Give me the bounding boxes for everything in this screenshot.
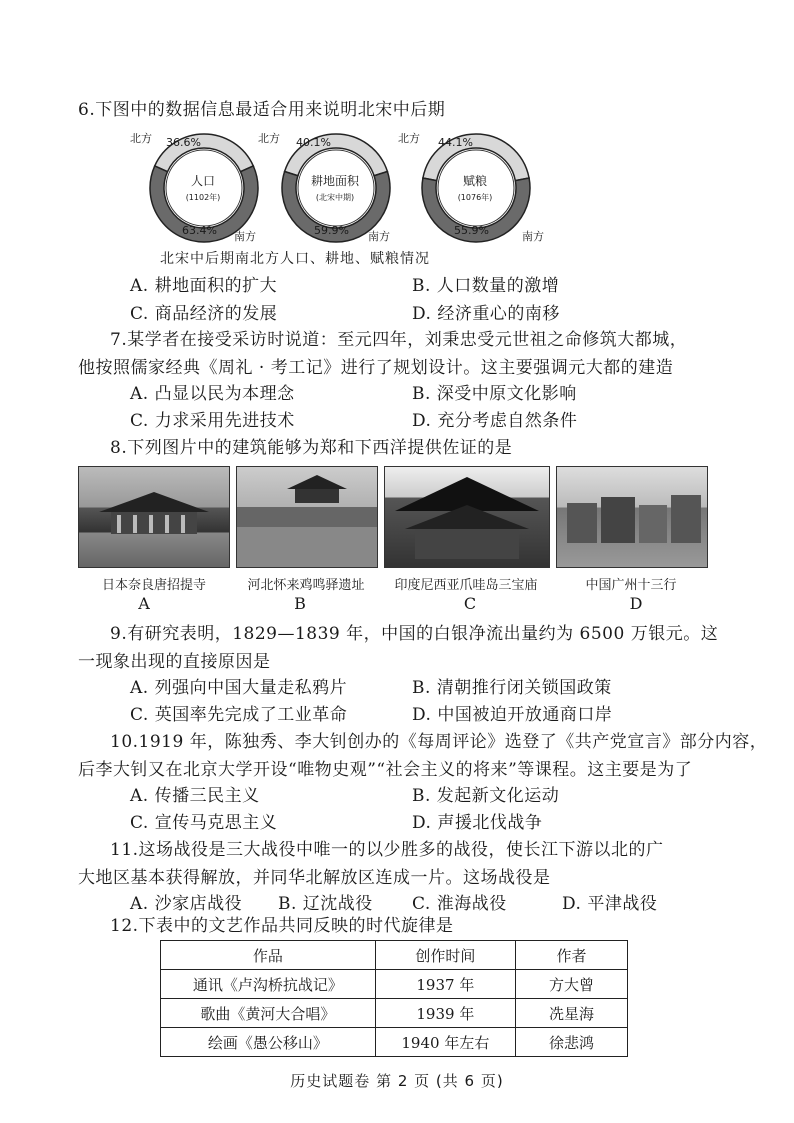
photo-caption-a: 日本奈良唐招提寺 <box>101 578 206 593</box>
temple-roof-illustration <box>385 467 549 567</box>
q10-option-a[interactable]: A. 传播三民主义 <box>130 786 260 806</box>
photo-sam-poo-kong <box>384 466 550 568</box>
donut-chart-grain-tax <box>396 128 566 246</box>
q7-option-b[interactable]: B. 深受中原文化影响 <box>412 384 577 404</box>
street-illustration <box>557 467 707 567</box>
north-label: 北方 <box>398 132 420 145</box>
north-pct: 44.1% <box>438 136 473 149</box>
q9-option-b[interactable]: B. 清朝推行闭关锁国政策 <box>412 678 612 698</box>
photo-toshodaiji <box>78 466 230 568</box>
south-pct: 59.9% <box>314 224 349 237</box>
chart-sub: (1102年) <box>185 193 221 202</box>
q8-stem: 8.下列图片中的建筑能够为郑和下西洋提供佐证的是 <box>110 438 513 458</box>
table-cell: 歌曲《黄河大合唱》 <box>161 999 376 1028</box>
q11-option-a[interactable]: A. 沙家店战役 <box>130 894 243 914</box>
q6-option-b[interactable]: B. 人口数量的激增 <box>412 276 560 296</box>
q11-option-b[interactable]: B. 辽沈战役 <box>278 894 373 914</box>
photo-letter-c[interactable]: C <box>463 594 477 613</box>
q10-option-b[interactable]: B. 发起新文化运动 <box>412 786 560 806</box>
q11-line1: 11.这场战役是三大战役中唯一的以少胜多的战役，使长江下游以北的广 <box>110 840 664 860</box>
q7-line1: 7.某学者在接受采访时说道：至元四年，刘秉忠受元世祖之命修筑大都城， <box>110 330 688 350</box>
north-label: 北方 <box>258 132 280 145</box>
q11-option-c[interactable]: C. 淮海战役 <box>412 894 507 914</box>
south-label: 南方 <box>368 230 390 243</box>
photo-thirteen-hongs <box>556 466 708 568</box>
photo-caption-b: 河北怀来鸡鸣驿遗址 <box>247 578 365 593</box>
q6-option-d[interactable]: D. 经济重心的南移 <box>412 304 560 324</box>
chart-title: 耕地面积 <box>310 174 359 188</box>
north-pct: 36.6% <box>166 136 201 149</box>
table-cell: 绘画《愚公移山》 <box>161 1028 376 1057</box>
chart-sub: (1076年) <box>457 193 493 202</box>
table-cell: 1939 年 <box>375 999 515 1028</box>
q6-option-a[interactable]: A. 耕地面积的扩大 <box>130 276 278 296</box>
south-pct: 55.9% <box>454 224 489 237</box>
q6-stem: 6.下图中的数据信息最适合用来说明北宋中后期 <box>78 100 446 120</box>
q9-line1: 9.有研究表明，1829—1839 年，中国的白银净流出量约为 6500 万银元。这 <box>110 624 719 644</box>
header-time: 创作时间 <box>375 941 515 970</box>
south-label: 南方 <box>234 230 256 243</box>
header-work: 作品 <box>161 941 376 970</box>
photo-letter-a[interactable]: A <box>138 594 150 613</box>
table-cell: 通讯《卢沟桥抗战记》 <box>161 970 376 999</box>
chart-sub: (北宋中期) <box>315 193 355 202</box>
q7-option-c[interactable]: C. 力求采用先进技术 <box>130 411 295 431</box>
table-cell: 冼星海 <box>515 999 627 1028</box>
table-row <box>161 1028 628 1057</box>
q9-option-a[interactable]: A. 列强向中国大量走私鸦片 <box>130 678 348 698</box>
page-footer: 历史试题卷 第 2 页 (共 6 页) <box>290 1072 504 1090</box>
artworks-table <box>160 940 628 1057</box>
south-pct: 63.4% <box>182 224 217 237</box>
q9-line2: 一现象出现的直接原因是 <box>78 652 271 672</box>
table-cell: 1937 年 <box>375 970 515 999</box>
q10-line1: 10.1919 年，陈独秀、李大钊创办的《每周评论》选登了《共产党宣言》部分内容， <box>110 732 768 752</box>
q9-option-d[interactable]: D. 中国被迫开放通商口岸 <box>412 705 613 725</box>
q10-option-c[interactable]: C. 宣传马克思主义 <box>130 813 278 833</box>
north-pct: 40.1% <box>296 136 331 149</box>
q10-option-d[interactable]: D. 声援北伐战争 <box>412 813 543 833</box>
q11-option-d[interactable]: D. 平津战役 <box>562 894 658 914</box>
q12-stem: 12.下表中的文艺作品共同反映的时代旋律是 <box>110 916 454 936</box>
q10-line2: 后李大钊又在北京大学开设“唯物史观”“社会主义的将来”等课程。这主要是为了 <box>78 760 693 780</box>
q7-option-d[interactable]: D. 充分考虑自然条件 <box>412 411 578 431</box>
photo-caption-c: 印度尼西亚爪哇岛三宝庙 <box>394 578 538 593</box>
photo-letter-d[interactable]: D <box>629 594 643 613</box>
header-author: 作者 <box>515 941 627 970</box>
north-label: 北方 <box>130 132 152 145</box>
table-row <box>161 970 628 999</box>
photo-caption-d: 中国广州十三行 <box>585 578 677 593</box>
photo-jimingyi <box>236 466 378 568</box>
q11-line2: 大地区基本获得解放，并同华北解放区连成一片。这场战役是 <box>78 868 551 888</box>
table-row <box>161 999 628 1028</box>
south-label: 南方 <box>522 230 544 243</box>
q7-line2: 他按照儒家经典《周礼 · 考工记》进行了规划设计。这主要强调元大都的建造 <box>78 358 674 378</box>
chart-title: 人口 <box>190 174 215 188</box>
table-cell: 方大曾 <box>515 970 627 999</box>
table-cell: 徐悲鸿 <box>515 1028 627 1057</box>
q7-option-a[interactable]: A. 凸显以民为本理念 <box>130 384 295 404</box>
table-cell: 1940 年左右 <box>375 1028 515 1057</box>
temple-illustration <box>79 467 229 567</box>
chart-caption: 北宋中后期南北方人口、耕地、赋粮情况 <box>160 251 430 267</box>
table-header-row <box>161 941 628 970</box>
q6-option-c[interactable]: C. 商品经济的发展 <box>130 304 278 324</box>
photo-letter-b[interactable]: B <box>294 594 306 613</box>
q9-option-c[interactable]: C. 英国率先完成了工业革命 <box>130 705 348 725</box>
chart-title: 赋粮 <box>462 174 487 188</box>
gate-tower-illustration <box>237 467 377 567</box>
